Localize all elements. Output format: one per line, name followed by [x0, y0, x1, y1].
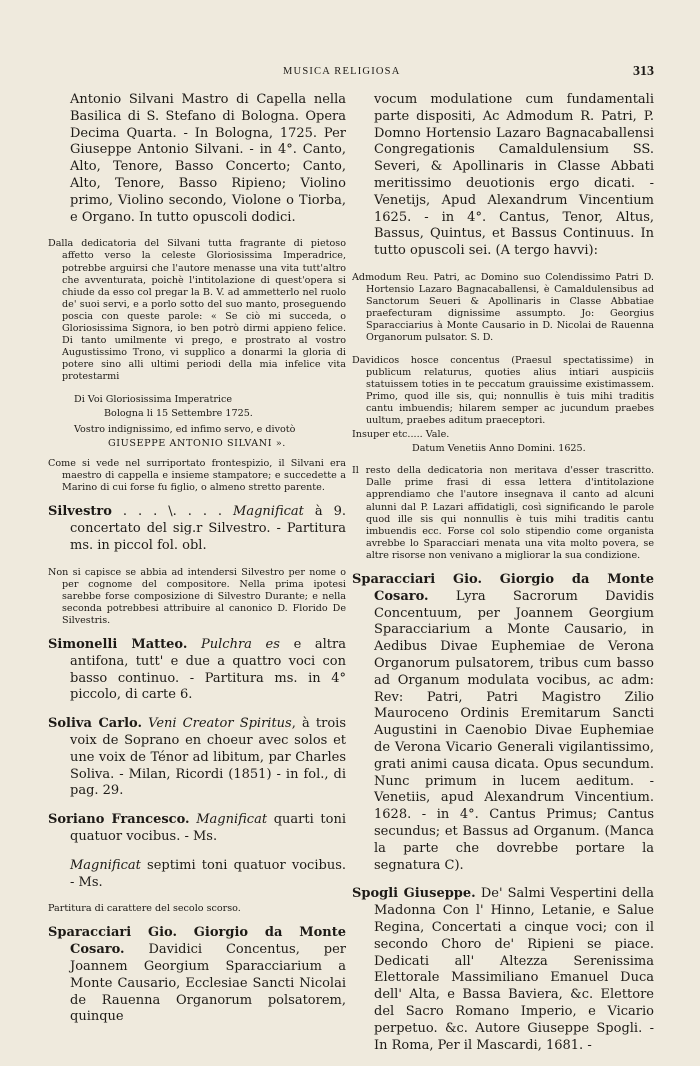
dedication-line-1: Di Voi Gloriosissima Imperatrice	[74, 393, 233, 405]
sparacciari-1-continuation: vocum modulatione cum fundamentali parte dispositi, Ac Admodum R. Patri, P. Domno Hortensio Lazaro Bagnacaballensi Congregationis Camaldulensium SS. Severi, & Apollinaris in Classe Abbati meritissimo deuotionis ergo dicati. - Venetijs, Apud Alexandrum Vincentium 1625. - in 4°. Cantus, Tenor, Altus, Bassus, Quintus, et Bassus Continuus. In tutto opuscoli sei. (A tergo havvi):	[374, 92, 654, 259]
entry-text: quarti toni quatuor vocibus. - Ms.	[70, 812, 346, 844]
soriano-note: Partitura di carattere del secolo scorso.	[48, 903, 241, 915]
datum-line: Datum Venetiis Anno Domini. 1625.	[412, 443, 586, 455]
dedication-note: Dalla dedicatoria del Silvani tutta fragrante di pietoso affetto verso la celeste Gloriosissima Imperadrice, potrebbe arguirsi che l'autore menasse una vita tutt'altro che avventurata, poichè l'intitolazione di quest'opera si chiude da esso col pregar la B. V. ad ammetterlo nel ruolo de' suoi servi, e a porlo sotto del suo manto, proseguendo poscia con queste parole: « Se ciò mi succeda, o Gloriosissima Signora, io ben potrò dirmi appieno felice. Di tanto umilmente vi prego, e prostrato al vostro Augustissimo Trono, vi supplico a donarmi la gloria di potere sino alli ultimi periodi della mia infelice vita protestarmi	[48, 238, 346, 383]
entry-soliva	[48, 716, 346, 800]
entry-soriano-2	[48, 858, 346, 892]
entry-heading: Sparacciari Gio. Giorgio da Monte Cosaro.	[352, 572, 654, 604]
entry-text: Davidici Concentus, per Joannem Georgium Sparacciarium a Monte Causario, Ecclesiae Sancti Nicolai de Rauenna Organorum polsatorem, quinque	[70, 942, 346, 1025]
entry-heading: Soliva Carlo.	[48, 716, 142, 732]
running-header	[48, 64, 654, 86]
entry-text: Lyra Sacrorum Davidis Concentuum, per Joannem Georgium Sparacciarium a Monte Causario, in Aedibus Divae Euphemiae de Verona Organorum pulsatorem, tribus cum basso ad Organum modulata vocibus, ac adm: Rev: Patri, Patri Magistro Zilio Mauroceno Ordinis Eremitarum Sancti Augustini in Caenobio Divae Euphemiae de Verona Vicario Generali vigilantissimo, grati animi causa dicata. Opus secundum. Nunc primum in lucem aeditum. - Venetiis, apud Alexandrum Vincentium. 1628. - in 4°. Cantus Primus; Cantus secundus; et Bassus ad Organum. (Manca la parte che dovrebbe portare la segnatura C).	[374, 588, 654, 873]
right-column	[352, 92, 654, 1066]
entry-text: septimi toni quatuor vocibus. - Ms.	[70, 857, 346, 890]
entry-dots: . . . \. . . .	[111, 504, 234, 520]
entry-title: Pulchra es	[201, 637, 280, 653]
entry-heading: Soriano Francesco.	[48, 812, 190, 828]
entry-title: Magnificat	[196, 812, 268, 828]
entry-sparacciari-2	[352, 572, 654, 874]
insuper-line: Insuper etc..... Vale.	[352, 429, 450, 441]
resto-note: Il resto della dedicatoria non meritava d'esser trascritto. Dalle prime frasi di essa lettera d'intitolazione apprendiamo che l'autore insegnava il canto ad alcuni alunni dal P. Lazari affidatigli, così significando le parole quod ille sis qui nonnullis è tuis mihi traditis cantu imbuendis ecc. Forse col solo stipendio come organista avrebbe lo Sparacciari menata una vita molto povera, se altre risorse non venivano a migliorar la sua condizione.	[352, 465, 654, 561]
entry-text: à 9. concertato del sig.r Silvestro. - Partitura ms. in piccol fol. obl.	[70, 504, 346, 553]
silvestro-note: Non si capisce se abbia ad intendersi Silvestro per nome o per cognome del compositore. Nella prima ipotesi sarebbe forse composizione di Silvestro Durante; e nella seconda potrebbesi attribuire al canonico D. Florido De Silvestris.	[48, 566, 346, 626]
davidicos-note: Davidicos hosce concentus (Praesul spectatissime) in publicum relaturus, quoties alius intiari auspiciis statuissem toties in te peccatum grauissime existimassem. Primo, quod ille sis, qui; nonnullis è tuis mihi traditis cantu imbuendis; hilarem semper ac jucundum praebes uultum, praebes aditum praeceptori.	[352, 354, 654, 426]
entry-simonelli	[48, 637, 346, 704]
dedication-signature: GIUSEPPE ANTONIO SILVANI ».	[108, 437, 286, 449]
admodum-note: Admodum Reu. Patri, ac Domino suo Colendissimo Patri D. Hortensio Lazaro Bagnacaballensi, è Camaldulensibus ad Sanctorum Seueri & Apollinaris in Classe Abbatiae praefecturam dignissime assumpto. Jo: Georgius Sparacciarius à Monte Causario in D. Nicolai de Rauenna Organorum pulsator. S. D.	[352, 271, 654, 344]
entry-text: e altra antifona, tutt' e due a quattro voci con basso continuo. - Partitura ms. in 4° piccolo, di carte 6.	[70, 637, 346, 703]
entry-soriano	[48, 812, 346, 846]
entry-spogli	[352, 886, 654, 1054]
entry-text: , à trois voix de Soprano en choeur avec solos et une voix de Ténor ad libitum, par Charles Soliva. - Milan, Ricordi (1851) - in fol., di pag. 29.	[70, 716, 346, 799]
entry-heading: Simonelli Matteo.	[48, 637, 188, 653]
entry-heading: Sparacciari Gio. Giorgio da Monte Cosaro.	[48, 925, 346, 958]
entry-title: Magnificat	[70, 857, 141, 873]
entry-title: Veni Creator Spiritus	[148, 716, 292, 732]
running-title: MUSICA RELIGIOSA	[283, 66, 401, 77]
entry-text: De' Salmi Vespertini della Madonna Con l' Hinno, Letanie, e Salue Regina, Concertati a cinque voci; con il secondo Choro de' Ripieni se piace. Dedicati all' Altezza Serenissima Elettorale Massimiliano Emanuel Duca dell' Alta, e Bassa Baviera, &c. Elettore del Sacro Romano Imperio, e Vicario perpetuo. &c. Autore Giuseppe Spogli. - In Roma, Per il Mascardi, 1681. -	[374, 886, 654, 1053]
frontispiece-note: Come si vede nel surriportato frontespizio, il Silvani era maestro di cappella e insieme stampatore; e succedette a Marino di cui forse fu figlio, o almeno stretto parente.	[48, 457, 346, 494]
entry-heading: Spogli Giuseppe.	[352, 886, 476, 902]
entry-heading: Silvestro	[48, 504, 112, 520]
entry-title: Magnificat	[233, 504, 304, 520]
dedication-line-2: Bologna li 15 Settembre 1725.	[104, 407, 253, 419]
silvani-entry: Antonio Silvani Mastro di Capella nella Basilica di S. Stefano di Bologna. Opera Decima Quarta. - In Bologna, 1725. Per Giuseppe Antonio Silvani. - in 4°. Canto, Alto, Tenore, Basso Concerto; Canto, Alto, Tenore, Basso Ripieno; Violino primo, Violino secondo, Violone o Tiorba, e Organo. In tutto opuscoli dodici.	[70, 92, 346, 225]
left-column	[48, 92, 346, 1038]
entry-sparacciari-1	[48, 925, 346, 1026]
dedication-line-3: Vostro indignissimo, ed infimo servo, e divotò	[74, 423, 296, 435]
page-number: 313	[633, 64, 654, 79]
entry-silvestro	[48, 504, 346, 554]
